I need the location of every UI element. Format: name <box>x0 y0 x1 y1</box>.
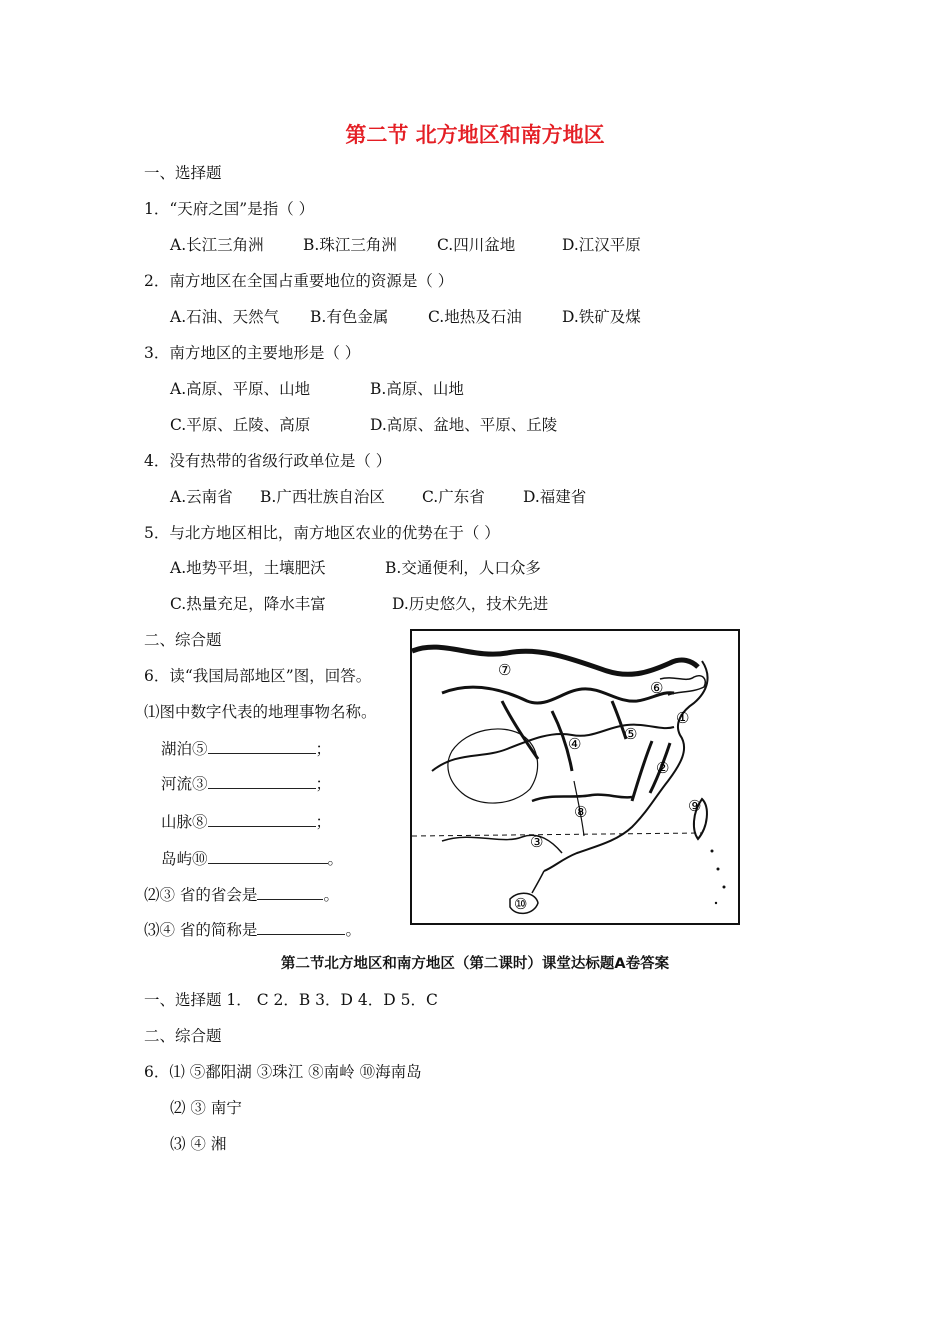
q4-option-a: A.云南省 <box>170 488 233 506</box>
islet-mark-4 <box>715 902 717 904</box>
question-2-options <box>170 306 641 328</box>
leizhou-peninsula-outline <box>532 871 544 893</box>
question-6-stem: 6．读“我国局部地区”图，回答。 <box>144 667 372 685</box>
question-6-part-3 <box>144 918 361 941</box>
q2-option-c: C.地热及石油 <box>428 308 522 326</box>
map-label-9: ⑨ <box>688 797 702 815</box>
question-5-options-row2 <box>170 593 548 615</box>
q3-option-d: D.高原、盆地、平原、丘陵 <box>370 416 558 434</box>
river-label: 河流③ <box>161 775 208 793</box>
question-5-stem: 5．与北方地区相比，南方地区农业的优势在于（ ） <box>144 524 500 542</box>
map-label-3: ③ <box>530 833 544 851</box>
islet-mark-3 <box>723 886 726 889</box>
map-label-4: ④ <box>568 735 582 753</box>
yellow-river-line <box>442 687 674 703</box>
map-label-10: ⑩ <box>514 895 528 913</box>
question-3-options-row1 <box>170 378 464 400</box>
capital-answer-blank[interactable] <box>257 883 323 900</box>
part-3-period: 。 <box>345 921 361 939</box>
section-heading-comprehensive: 二、综合题 <box>144 631 222 649</box>
lake-answer-blank[interactable] <box>208 737 316 754</box>
q3-option-c: C.平原、丘陵、高原 <box>170 416 311 434</box>
page-title: 第二节 北方地区和南方地区 <box>345 123 605 147</box>
regional-map-figure <box>410 629 740 925</box>
abbreviation-answer-blank[interactable] <box>257 918 345 935</box>
island-label: 岛屿⑩ <box>161 850 208 868</box>
river-semicolon: ； <box>315 775 332 793</box>
map-label-2: ② <box>656 759 670 777</box>
question-5-options-row1 <box>170 557 541 579</box>
river-answer-blank[interactable] <box>208 772 316 789</box>
answer-section-heading: 二、综合题 <box>144 1027 222 1045</box>
q5-option-d: D.历史悠久，技术先进 <box>392 595 549 613</box>
q4-option-b: B.广西壮族自治区 <box>260 488 385 506</box>
tropic-of-cancer-line <box>412 833 702 836</box>
answer-part-1: 6．⑴ ⑤鄱阳湖 ③珠江 ⑧南岭 ⑩海南岛 <box>144 1063 422 1081</box>
question-3-stem: 3．南方地区的主要地形是（ ） <box>144 344 361 362</box>
question-4-options <box>170 486 586 508</box>
blank-row-river <box>161 772 331 795</box>
question-3-options-row2 <box>170 414 557 436</box>
part-3-text: ⑶④ 省的简称是 <box>144 921 258 939</box>
yangtze-river-line <box>432 725 674 771</box>
q1-option-d: D.江汉平原 <box>562 236 641 254</box>
q4-option-c: C.广东省 <box>422 488 485 506</box>
q2-option-a: A.石油、天然气 <box>170 308 280 326</box>
answer-choice-line: 一、选择题 1． C 2．B 3．D 4．D 5．C <box>144 991 438 1009</box>
map-label-5: ⑤ <box>624 725 638 743</box>
blank-row-island <box>161 847 343 870</box>
q2-option-b: B.有色金属 <box>310 308 389 326</box>
blank-row-lake <box>161 737 331 760</box>
answer-part-3: ⑶ ④ 湘 <box>170 1135 227 1153</box>
regional-map-svg <box>412 631 738 923</box>
answer-key-title: 第二节北方地区和南方地区（第二课时）课堂达标题A卷答案 <box>280 956 670 972</box>
islet-mark-1 <box>711 850 714 853</box>
q5-option-a: A.地势平坦，土壤肥沃 <box>170 559 326 577</box>
south-river-line <box>442 835 562 853</box>
part-2-text: ⑵③ 省的省会是 <box>144 886 258 904</box>
map-label-7: ⑦ <box>498 661 512 679</box>
q1-option-a: A.长江三角洲 <box>170 236 264 254</box>
nanling-mountains-line <box>532 795 632 801</box>
mountain-semicolon: ； <box>315 813 332 831</box>
q1-option-b: B.珠江三角洲 <box>303 236 397 254</box>
section-heading-choice: 一、选择题 <box>144 164 222 182</box>
map-label-1: ① <box>676 709 690 727</box>
question-4-stem: 4．没有热带的省级行政单位是（ ） <box>144 452 392 470</box>
q2-option-d: D.铁矿及煤 <box>562 308 641 326</box>
blank-row-mountain <box>161 810 331 833</box>
answer-part-2: ⑵ ③ 南宁 <box>170 1099 242 1117</box>
map-label-6: ⑥ <box>650 679 664 697</box>
q5-option-c: C.热量充足，降水丰富 <box>170 595 326 613</box>
q1-option-c: C.四川盆地 <box>437 236 516 254</box>
mountain-label: 山脉⑧ <box>161 813 208 831</box>
question-1-options <box>170 234 641 256</box>
northern-boundary-line <box>412 647 698 674</box>
lake-label: 湖泊⑤ <box>161 740 208 758</box>
question-6-part-1: ⑴图中数字代表的地理事物名称。 <box>144 703 377 721</box>
q5-option-b: B.交通便利，人口众多 <box>385 559 541 577</box>
mountain-answer-blank[interactable] <box>208 810 316 827</box>
question-2-stem: 2．南方地区在全国占重要地位的资源是（ ） <box>144 272 454 290</box>
map-label-8: ⑧ <box>574 803 588 821</box>
island-period: 。 <box>327 850 344 868</box>
question-6-part-2 <box>144 883 339 906</box>
islet-mark-2 <box>717 868 720 871</box>
question-1-stem: 1．“天府之国”是指（ ） <box>144 200 315 218</box>
part-2-period: 。 <box>323 886 339 904</box>
island-answer-blank[interactable] <box>208 847 328 864</box>
q3-option-b: B.高原、山地 <box>370 380 464 398</box>
lake-semicolon: ； <box>315 740 332 758</box>
q3-option-a: A.高原、平原、山地 <box>170 380 311 398</box>
q4-option-d: D.福建省 <box>523 488 587 506</box>
